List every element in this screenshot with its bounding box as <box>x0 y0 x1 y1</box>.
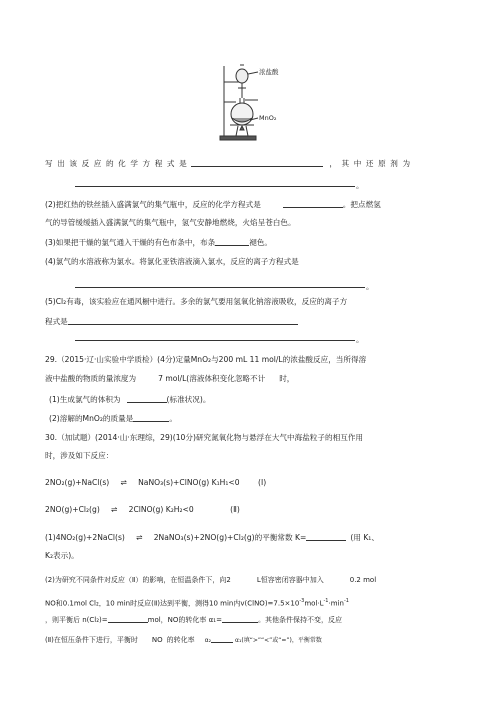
period-2: 。 <box>366 282 374 291</box>
blank-ionic-equation-4 <box>75 287 365 288</box>
line-11: (2)溶解的MnO₂的质量是 。 <box>49 414 177 423</box>
line-1: 写出该反应的化学方程式是 ，其中还原剂为 <box>45 159 415 168</box>
line-8: 29.（2015·辽·山实验中学质检）(4分)定量MnO₂与200 mL 11 mol/L的浓盐酸反应，当所得溶 <box>45 355 367 364</box>
blank-iron-reaction <box>283 199 343 208</box>
blank-fade <box>215 237 249 246</box>
period-3: 。 <box>356 335 364 344</box>
blank-alpha-compare <box>211 634 233 643</box>
equilibrium-arrow-2: ⇌ <box>111 505 118 514</box>
blank-ionic-equation-5 <box>68 316 298 325</box>
line-2: (2)把红热的铁丝插入盛满氯气的集气瓶中，反应的化学方程式是 。把点燃氢 <box>45 200 381 209</box>
period-1: 。 <box>356 181 364 190</box>
equilibrium-arrow-3: ⇌ <box>136 533 143 542</box>
line-12: 30.（加试题）(2014·山·东理综，29)(10分)研究氮氧化物与悬浮在大气中海盐粒子的相互作用 <box>45 433 363 442</box>
line-20: ，则平衡后 n(Cl₂)= mol，NO的转化率 α₁= 。其他条件保持不变，反应 <box>45 616 342 624</box>
chlorine-generation-apparatus <box>218 62 288 144</box>
line-21: (Ⅱ)在恒压条件下进行，平衡时 NO 的转化率 α₂ α₁(填“>”“<”或“=”)，平衡常数 <box>45 636 322 644</box>
line-4: (3)如果把干燥的氯气通入干燥的有色布条中，布条 褪色。 <box>45 238 273 247</box>
blank-equilibrium-constant <box>306 532 346 541</box>
label-concentrated-hcl: 浓盐酸 <box>259 68 279 76</box>
line-5: (4)氯气的水溶液称为氯水。将氯化亚铁溶液滴入氯水，反应的离子方程式是 <box>45 257 299 266</box>
line-16: (1)4NO₂(g)+2NaCl(s) ⇌ 2NaNO₃(s)+2NO(g)+Cl₂(g)的平衡常数 K= (用 K₁、 <box>45 533 379 542</box>
label-mno2: MnO₂ <box>259 114 277 122</box>
line-7: 程式是 <box>45 316 298 327</box>
line-19: NO和0.1mol Cl₂，10 min时反应(Ⅱ)达到平衡，测得10 min内$v(ClNO)=7.5\times 10^{-3}mol\cdot L^{-1}\cdot\min^{-1}$ <box>45 598 349 608</box>
blank-reducing-agent <box>75 186 355 187</box>
line-6: (5)Cl₂有毒，该实验应在通风橱中进行。多余的氯气要用氢氧化钠溶液吸收，反应的离子方 <box>45 297 348 306</box>
line-10: (1)生成氯气的体积为 (标准状况)。 <box>49 395 211 404</box>
line-9: 液中盐酸的物质的量浓度为 7 mol/L(溶液体积变化忽略不计 时， <box>45 374 295 383</box>
blank-ionic-equation-5b <box>75 340 355 341</box>
equation-2: 2NO(g)+Cl₂(g) ⇌ 2ClNO(g) K₂H₂<0 (Ⅱ) <box>45 505 240 514</box>
line-17: K₂表示)。 <box>45 551 79 560</box>
blank-cl2-amount <box>108 614 148 623</box>
blank-mno2-mass <box>133 413 169 422</box>
equation-1: 2NO₂(g)+NaCl(s) ⇌ NaNO₃(s)+ClNO(g) K₁H₁<0 (Ⅰ) <box>45 478 267 487</box>
blank-alpha1 <box>222 614 258 623</box>
line-18: (2)为研究不同条件对反应（Ⅱ）的影响，在恒温条件下，向2 L恒容密闭容器中加入 0.2 mol <box>45 576 377 584</box>
blank-equation <box>191 158 323 167</box>
blank-chlorine-volume <box>127 394 167 403</box>
equilibrium-arrow-1: ⇌ <box>120 478 127 487</box>
line-13: 时，涉及如下反应： <box>45 451 114 460</box>
line-3: 气的导管缓缓插入盛满氯气的集气瓶中，氢气安静地燃烧，火焰呈苍白色。 <box>45 218 296 227</box>
